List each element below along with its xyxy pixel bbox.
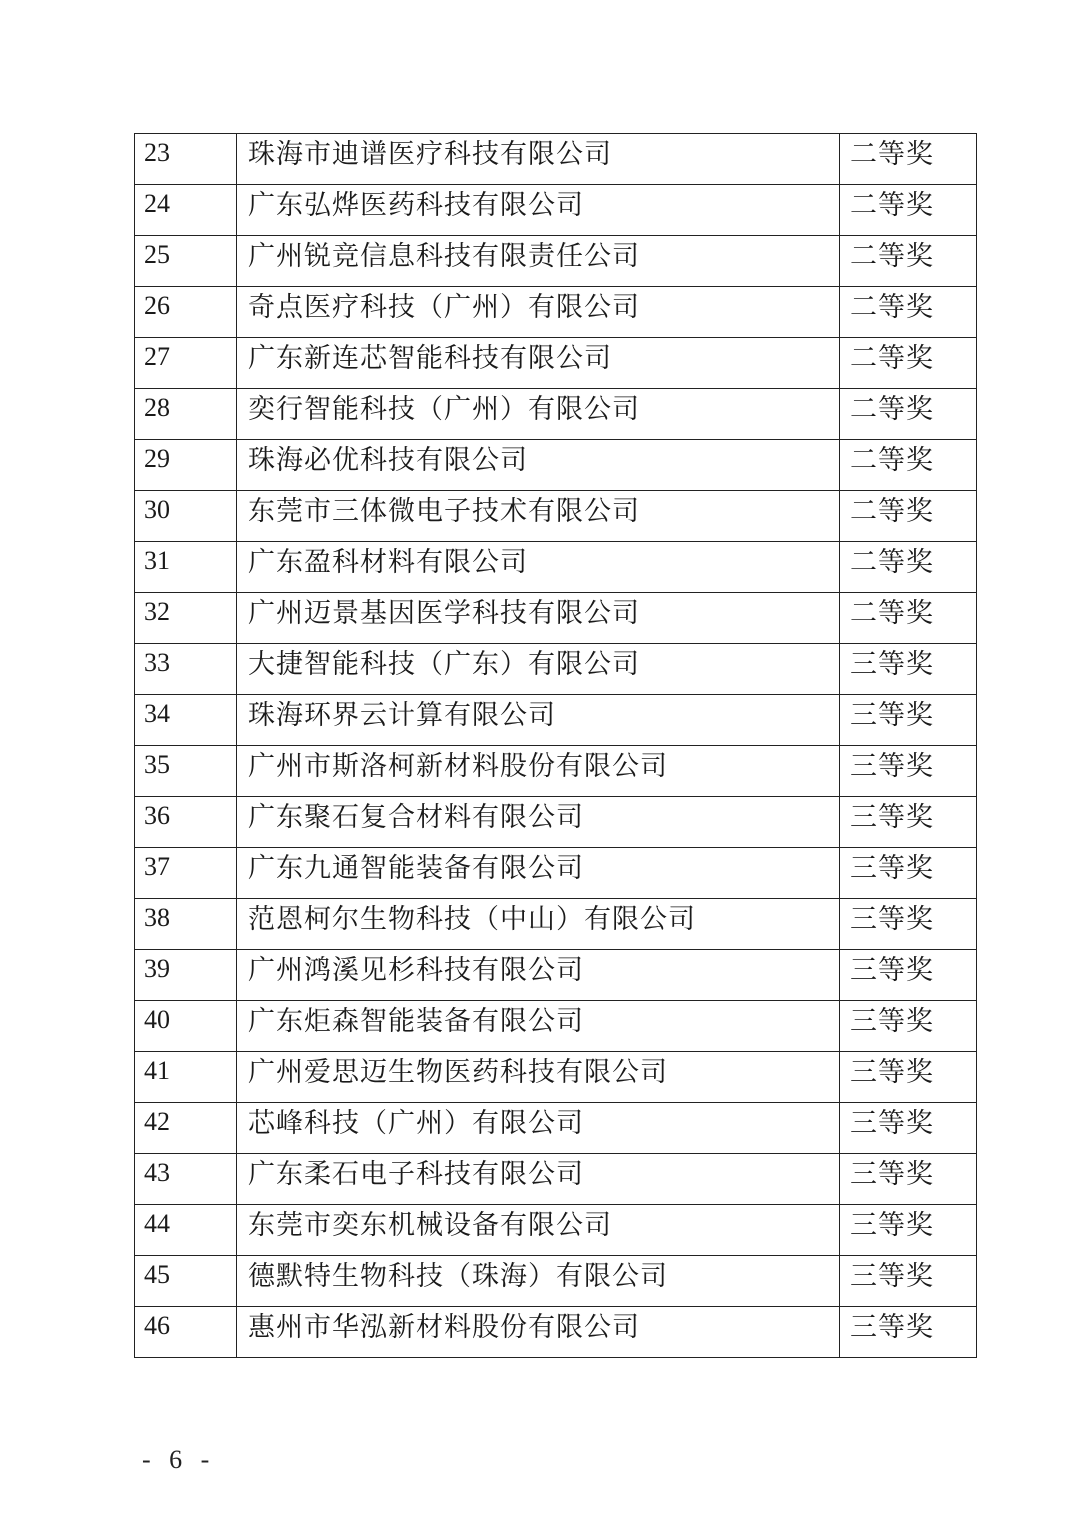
award-level: 三等奖 bbox=[850, 1057, 934, 1088]
row-number: 46 bbox=[144, 1311, 170, 1340]
company-name-cell bbox=[237, 644, 840, 695]
table-row bbox=[135, 1103, 977, 1154]
row-number: 24 bbox=[144, 189, 170, 218]
row-number-cell bbox=[135, 1001, 237, 1052]
row-number: 28 bbox=[144, 393, 170, 422]
row-number-cell bbox=[135, 1205, 237, 1256]
company-name: 广州迈景基因医学科技有限公司 bbox=[248, 598, 640, 629]
row-number: 37 bbox=[144, 852, 170, 881]
award-level: 二等奖 bbox=[850, 445, 934, 476]
award-level: 三等奖 bbox=[850, 700, 934, 731]
table-row bbox=[135, 1001, 977, 1052]
company-name: 广东聚石复合材料有限公司 bbox=[248, 802, 584, 833]
company-name-cell bbox=[237, 1205, 840, 1256]
row-number-cell bbox=[135, 542, 237, 593]
award-level-cell bbox=[840, 236, 977, 287]
company-name: 芯峰科技（广州）有限公司 bbox=[248, 1108, 584, 1139]
award-level-cell bbox=[840, 287, 977, 338]
row-number-cell bbox=[135, 644, 237, 695]
company-name-cell bbox=[237, 389, 840, 440]
award-level-cell bbox=[840, 185, 977, 236]
award-level-cell bbox=[840, 440, 977, 491]
row-number: 27 bbox=[144, 342, 170, 371]
company-name-cell bbox=[237, 746, 840, 797]
row-number-cell bbox=[135, 797, 237, 848]
row-number-cell bbox=[135, 1154, 237, 1205]
row-number: 45 bbox=[144, 1260, 170, 1289]
company-name-cell bbox=[237, 440, 840, 491]
table-row bbox=[135, 848, 977, 899]
company-name-cell bbox=[237, 287, 840, 338]
award-level: 三等奖 bbox=[850, 1159, 934, 1190]
row-number-cell bbox=[135, 185, 237, 236]
row-number: 42 bbox=[144, 1107, 170, 1136]
company-name-cell bbox=[237, 491, 840, 542]
company-name: 惠州市华泓新材料股份有限公司 bbox=[248, 1312, 640, 1343]
row-number-cell bbox=[135, 1052, 237, 1103]
company-name: 东莞市奕东机械设备有限公司 bbox=[248, 1210, 612, 1241]
company-name: 东莞市三体微电子技术有限公司 bbox=[248, 496, 640, 527]
award-level-cell bbox=[840, 491, 977, 542]
row-number-cell bbox=[135, 695, 237, 746]
table-row bbox=[135, 287, 977, 338]
row-number: 31 bbox=[144, 546, 170, 575]
award-level: 二等奖 bbox=[850, 139, 934, 170]
awards-table bbox=[134, 133, 977, 1358]
company-name-cell bbox=[237, 1256, 840, 1307]
company-name: 广东新连芯智能科技有限公司 bbox=[248, 343, 612, 374]
table-row bbox=[135, 593, 977, 644]
row-number-cell bbox=[135, 134, 237, 185]
award-level: 三等奖 bbox=[850, 1261, 934, 1292]
award-level: 三等奖 bbox=[850, 955, 934, 986]
award-level-cell bbox=[840, 134, 977, 185]
company-name: 广州爱思迈生物医药科技有限公司 bbox=[248, 1057, 668, 1088]
table-row bbox=[135, 746, 977, 797]
award-level: 三等奖 bbox=[850, 853, 934, 884]
table-row bbox=[135, 1256, 977, 1307]
company-name: 珠海环界云计算有限公司 bbox=[248, 700, 556, 731]
row-number: 39 bbox=[144, 954, 170, 983]
award-level: 二等奖 bbox=[850, 547, 934, 578]
company-name-cell bbox=[237, 134, 840, 185]
row-number: 29 bbox=[144, 444, 170, 473]
row-number: 32 bbox=[144, 597, 170, 626]
row-number: 36 bbox=[144, 801, 170, 830]
award-level-cell bbox=[840, 1001, 977, 1052]
company-name: 广东弘烨医药科技有限公司 bbox=[248, 190, 584, 221]
row-number-cell bbox=[135, 1256, 237, 1307]
company-name: 广东九通智能装备有限公司 bbox=[248, 853, 584, 884]
row-number: 25 bbox=[144, 240, 170, 269]
table-row bbox=[135, 1205, 977, 1256]
row-number-cell bbox=[135, 389, 237, 440]
award-level: 二等奖 bbox=[850, 292, 934, 323]
award-level-cell bbox=[840, 1052, 977, 1103]
table-row bbox=[135, 695, 977, 746]
award-level: 三等奖 bbox=[850, 1210, 934, 1241]
company-name: 广州市斯洛柯新材料股份有限公司 bbox=[248, 751, 668, 782]
company-name: 珠海市迪谱医疗科技有限公司 bbox=[248, 139, 612, 170]
row-number: 34 bbox=[144, 699, 170, 728]
award-level: 三等奖 bbox=[850, 1006, 934, 1037]
awards-table-body bbox=[135, 134, 977, 1358]
award-level-cell bbox=[840, 593, 977, 644]
company-name-cell bbox=[237, 1052, 840, 1103]
award-level-cell bbox=[840, 1307, 977, 1358]
award-level: 三等奖 bbox=[850, 802, 934, 833]
award-level-cell bbox=[840, 1256, 977, 1307]
table-row bbox=[135, 1307, 977, 1358]
award-level: 三等奖 bbox=[850, 649, 934, 680]
company-name: 广东盈科材料有限公司 bbox=[248, 547, 528, 578]
row-number-cell bbox=[135, 287, 237, 338]
company-name-cell bbox=[237, 236, 840, 287]
award-level-cell bbox=[840, 1205, 977, 1256]
table-row bbox=[135, 950, 977, 1001]
award-level-cell bbox=[840, 797, 977, 848]
company-name-cell bbox=[237, 899, 840, 950]
award-level-cell bbox=[840, 389, 977, 440]
company-name: 广东炬森智能装备有限公司 bbox=[248, 1006, 584, 1037]
page-number: - 6 - bbox=[142, 1445, 216, 1474]
table-row bbox=[135, 236, 977, 287]
row-number-cell bbox=[135, 236, 237, 287]
company-name: 范恩柯尔生物科技（中山）有限公司 bbox=[248, 904, 696, 935]
award-level-cell bbox=[840, 644, 977, 695]
row-number-cell bbox=[135, 950, 237, 1001]
row-number: 33 bbox=[144, 648, 170, 677]
row-number-cell bbox=[135, 491, 237, 542]
table-row bbox=[135, 389, 977, 440]
award-level-cell bbox=[840, 746, 977, 797]
award-level: 二等奖 bbox=[850, 343, 934, 374]
award-level-cell bbox=[840, 950, 977, 1001]
company-name-cell bbox=[237, 1001, 840, 1052]
table-row bbox=[135, 899, 977, 950]
company-name-cell bbox=[237, 1103, 840, 1154]
row-number: 30 bbox=[144, 495, 170, 524]
company-name-cell bbox=[237, 797, 840, 848]
row-number: 41 bbox=[144, 1056, 170, 1085]
company-name: 广州锐竞信息科技有限责任公司 bbox=[248, 241, 640, 272]
table-row bbox=[135, 1052, 977, 1103]
company-name-cell bbox=[237, 695, 840, 746]
award-level-cell bbox=[840, 338, 977, 389]
table-row bbox=[135, 797, 977, 848]
table-row bbox=[135, 491, 977, 542]
company-name-cell bbox=[237, 950, 840, 1001]
row-number-cell bbox=[135, 899, 237, 950]
company-name-cell bbox=[237, 593, 840, 644]
row-number: 43 bbox=[144, 1158, 170, 1187]
row-number-cell bbox=[135, 848, 237, 899]
award-level: 三等奖 bbox=[850, 1312, 934, 1343]
company-name: 广东柔石电子科技有限公司 bbox=[248, 1159, 584, 1190]
award-level-cell bbox=[840, 1154, 977, 1205]
row-number: 38 bbox=[144, 903, 170, 932]
row-number: 26 bbox=[144, 291, 170, 320]
row-number: 44 bbox=[144, 1209, 170, 1238]
award-level: 二等奖 bbox=[850, 394, 934, 425]
row-number-cell bbox=[135, 440, 237, 491]
company-name: 奕行智能科技（广州）有限公司 bbox=[248, 394, 640, 425]
table-row bbox=[135, 542, 977, 593]
row-number: 40 bbox=[144, 1005, 170, 1034]
row-number-cell bbox=[135, 746, 237, 797]
award-level: 三等奖 bbox=[850, 751, 934, 782]
company-name: 珠海必优科技有限公司 bbox=[248, 445, 528, 476]
award-level: 三等奖 bbox=[850, 1108, 934, 1139]
award-level: 二等奖 bbox=[850, 241, 934, 272]
award-level: 二等奖 bbox=[850, 496, 934, 527]
company-name-cell bbox=[237, 1154, 840, 1205]
award-level-cell bbox=[840, 1103, 977, 1154]
row-number-cell bbox=[135, 338, 237, 389]
award-level: 三等奖 bbox=[850, 904, 934, 935]
row-number-cell bbox=[135, 1307, 237, 1358]
row-number-cell bbox=[135, 593, 237, 644]
company-name-cell bbox=[237, 542, 840, 593]
company-name: 奇点医疗科技（广州）有限公司 bbox=[248, 292, 640, 323]
award-level-cell bbox=[840, 542, 977, 593]
table-row bbox=[135, 440, 977, 491]
table-row bbox=[135, 1154, 977, 1205]
table-row bbox=[135, 338, 977, 389]
company-name: 广州鸿溪见杉科技有限公司 bbox=[248, 955, 584, 986]
award-level: 二等奖 bbox=[850, 190, 934, 221]
row-number: 23 bbox=[144, 138, 170, 167]
table-row bbox=[135, 185, 977, 236]
company-name-cell bbox=[237, 1307, 840, 1358]
award-level-cell bbox=[840, 848, 977, 899]
table-row bbox=[135, 134, 977, 185]
award-level: 二等奖 bbox=[850, 598, 934, 629]
company-name-cell bbox=[237, 338, 840, 389]
table-row bbox=[135, 644, 977, 695]
company-name-cell bbox=[237, 185, 840, 236]
row-number-cell bbox=[135, 1103, 237, 1154]
company-name: 大捷智能科技（广东）有限公司 bbox=[248, 649, 640, 680]
award-level-cell bbox=[840, 899, 977, 950]
row-number: 35 bbox=[144, 750, 170, 779]
company-name-cell bbox=[237, 848, 840, 899]
award-level-cell bbox=[840, 695, 977, 746]
company-name: 德默特生物科技（珠海）有限公司 bbox=[248, 1261, 668, 1292]
